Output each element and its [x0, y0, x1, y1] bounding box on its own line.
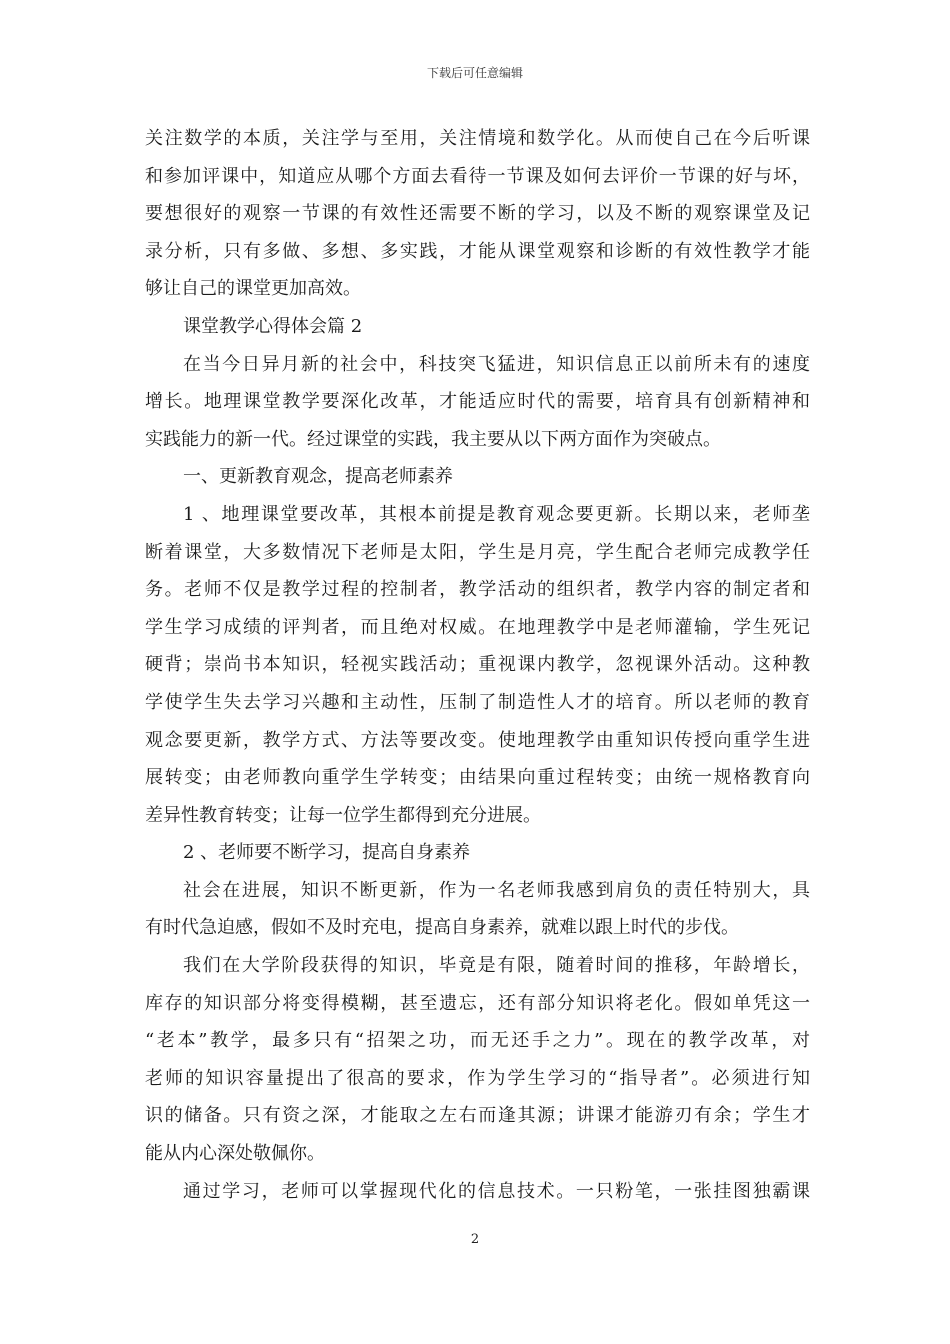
text-line: 我们在大学阶段获得的知识，毕竟是有限，随着时间的推移，年龄增长，: [183, 955, 810, 977]
text-line: 断着课堂，大多数情况下老师是太阳，学生是月亮，学生配合老师完成教学任: [145, 541, 810, 563]
text-line: 展转变；由老师教向重学生学转变；由结果向重过程转变；由统一规格教育向: [145, 767, 810, 789]
subheading: 一、更新教育观念，提高老师素养: [183, 466, 453, 488]
text-line: 在当今日异月新的社会中，科技突飞猛进，知识信息正以前所未有的速度: [183, 353, 810, 375]
text-line: 老师的知识容量提出了很高的要求，作为学生学习的“指导者”。必须进行知: [145, 1067, 810, 1089]
text-line: 识的储备。只有资之深，才能取之左右而逢其源；讲课才能游刃有余；学生才: [145, 1105, 810, 1127]
text-line: 和参加评课中，知道应从哪个方面去看待一节课及如何去评价一节课的好与坏，: [145, 165, 810, 187]
document-body: [145, 120, 810, 1210]
text-line: 够让自己的课堂更加高效。: [145, 278, 361, 300]
page-header: 下载后可任意编辑: [426, 66, 523, 80]
subheading: 2 、老师要不断学习，提高自身素养: [183, 842, 471, 864]
text-line: 学使学生失去学习兴趣和主动性，压制了制造性人才的培育。所以老师的教育: [145, 691, 810, 713]
text-line: 能从内心深处敬佩你。: [145, 1143, 325, 1165]
text-line: 差异性教育转变；让每一位学生都得到充分进展。: [145, 804, 541, 826]
text-line: 观念要更新，教学方式、方法等要改变。使地理教学由重知识传授向重学生进: [145, 729, 810, 751]
text-line: 实践能力的新一代。经过课堂的实践，我主要从以下两方面作为突破点。: [145, 428, 721, 450]
text-line: 增长。地理课堂教学要深化改革，才能适应时代的需要，培育具有创新精神和: [145, 391, 810, 413]
text-line: 学生学习成绩的评判者，而且绝对权威。在地理教学中是老师灌输，学生死记: [145, 616, 810, 638]
text-line: 库存的知识部分将变得模糊，甚至遗忘，还有部分知识将老化。假如单凭这一: [145, 992, 810, 1014]
text-line: 通过学习，老师可以掌握现代化的信息技术。一只粉笔，一张挂图独霸课: [183, 1180, 810, 1202]
text-line: 要想很好的观察一节课的有效性还需要不断的学习，以及不断的观察课堂及记: [145, 203, 810, 225]
text-line: 务。老师不仅是教学过程的控制者，教学活动的组织者，教学内容的制定者和: [145, 579, 810, 601]
text-line: 关注数学的本质，关注学与至用，关注情境和数学化。从而使自己在今后听课: [145, 128, 810, 149]
text-line: 社会在进展，知识不断更新，作为一名老师我感到肩负的责任特别大，具: [183, 879, 810, 901]
section-heading: 课堂教学心得体会篇 2: [183, 315, 363, 337]
page-number: 2: [470, 1232, 480, 1247]
text-line: “老本”教学，最多只有“招架之功，而无还手之力”。现在的教学改革，对: [145, 1030, 810, 1052]
text-line: 1 、地理课堂要改革，其根本前提是教育观念要更新。长期以来，老师垄: [183, 503, 810, 525]
text-line: 硬背；崇尚书本知识，轻视实践活动；重视课内教学，忽视课外活动。这种教: [145, 654, 810, 676]
text-line: 录分析，只有多做、多想、多实践，才能从课堂观察和诊断的有效性教学才能: [145, 240, 810, 262]
text-line: 有时代急迫感，假如不及时充电，提高自身素养，就难以跟上时代的步伐。: [145, 917, 739, 939]
